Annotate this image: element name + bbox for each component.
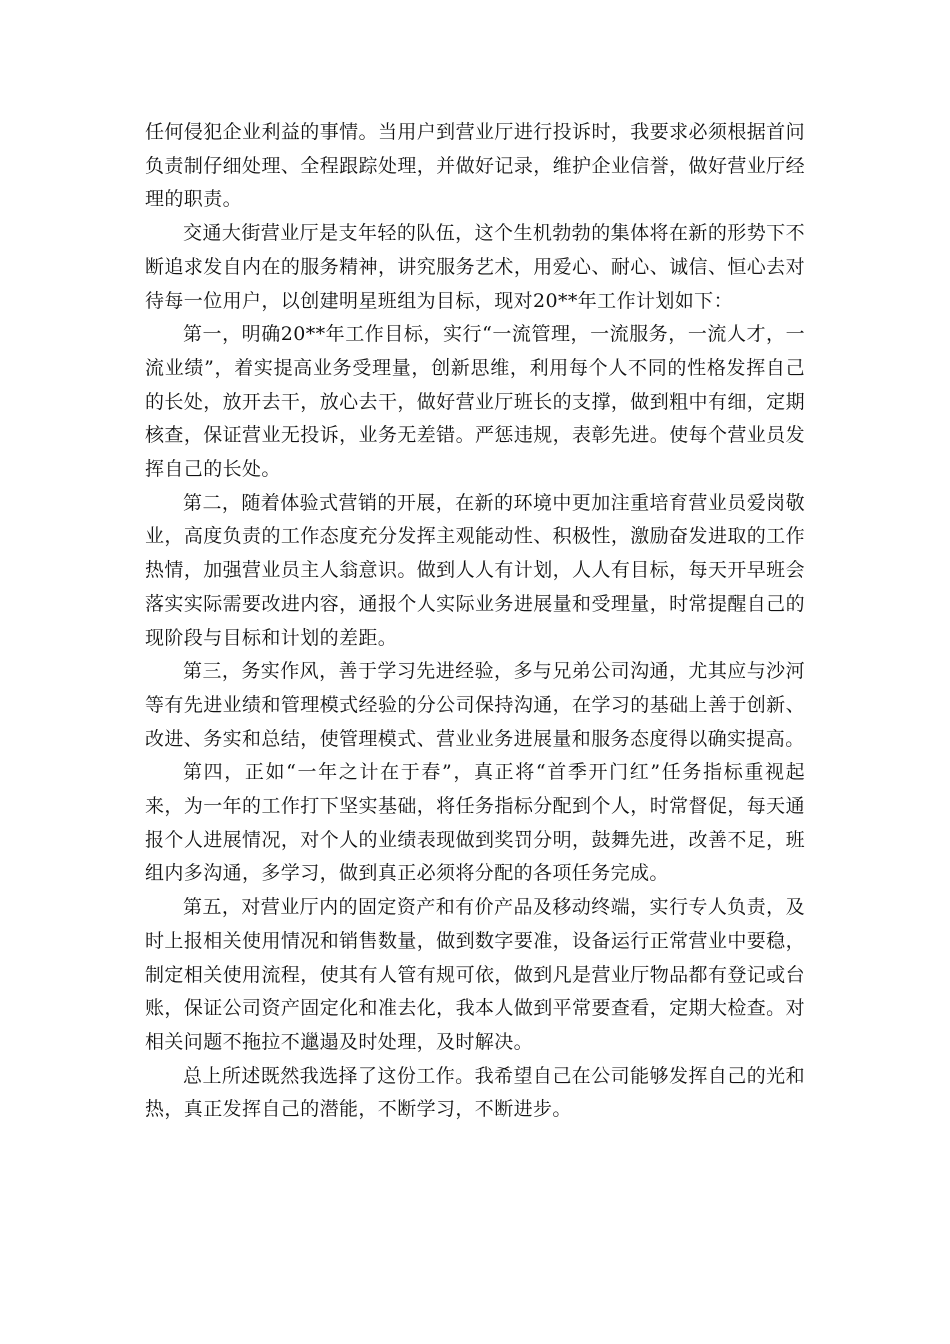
paragraph-point-1: 第一，明确20**年工作目标，实行“一流管理，一流服务，一流人才，一流业绩”，着实提高业务受理量，创新思维，利用每个人不同的性格发挥自己的长处，放开去干，放心去干，做好营业厅班长的支撑，做到粗中有细，定期核查，保证营业无投诉，业务无差错。严惩违规，表彰先进。使每个营业员发挥自己的长处。: [145, 323, 805, 481]
paragraph-point-4: 第四，正如“一年之计在于春”，真正将“首季开门红”任务指标重视起来，为一年的工作打下坚实基础，将任务指标分配到个人，时常督促，每天通报个人进展情况，对个人的业绩表现做到奖罚分明，鼓舞先进，改善不足，班组内多沟通，多学习，做到真正必须将分配的各项任务完成。: [145, 761, 805, 885]
paragraph-conclusion: 总上所述既然我选择了这份工作。我希望自己在公司能够发挥自己的光和热，真正发挥自己的潜能，不断学习，不断进步。: [145, 1064, 805, 1121]
paragraph-continuation: 任何侵犯企业利益的事情。当用户到营业厅进行投诉时，我要求必须根据首问负责制仔细处理、全程跟踪处理，并做好记录，维护企业信誉，做好营业厅经理的职责。: [145, 121, 805, 211]
paragraph-point-2: 第二，随着体验式营销的开展，在新的环境中更加注重培育营业员爱岗敬业，高度负责的工作态度充分发挥主观能动性、积极性，激励奋发进取的工作热情，加强营业员主人翁意识。做到人人有计划，人人有目标，每天开早班会落实实际需要改进内容，通报个人实际业务进展量和受理量，时常提醒自己的现阶段与目标和计划的差距。: [145, 491, 805, 649]
document-body: [145, 116, 805, 1127]
paragraph-point-3: 第三，务实作风，善于学习先进经验，多与兄弟公司沟通，尤其应与沙河等有先进业绩和管理模式经验的分公司保持沟通，在学习的基础上善于创新、改进、务实和总结，使管理模式、营业业务进展量和服务态度得以确实提高。: [145, 660, 805, 750]
paragraph-point-5: 第五，对营业厅内的固定资产和有价产品及移动终端，实行专人负责，及时上报相关使用情况和销售数量，做到数字要准，设备运行正常营业中要稳，制定相关使用流程，使其有人管有规可依，做到凡是营业厅物品都有登记或台账，保证公司资产固定化和准去化，我本人做到平常要查看，定期大检查。对相关问题不拖拉不邋遢及时处理，及时解决。: [145, 896, 805, 1053]
paragraph-intro: 交通大街营业厅是支年轻的队伍，这个生机勃勃的集体将在新的形势下不断追求发自内在的服务精神，讲究服务艺术，用爱心、耐心、诚信、恒心去对待每一位用户，以创建明星班组为目标，现对20**年工作计划如下：: [145, 222, 805, 312]
